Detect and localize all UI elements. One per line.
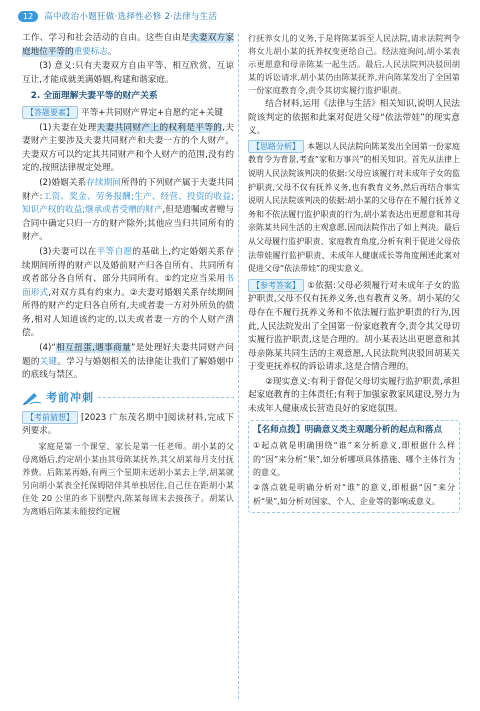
teacher-tip-1: ①起点就是明确围绕“谁”来分析意义,即根据什么样的“因”来分析“果”,如分析哪项具体措施、哪个主体行为的意义。: [253, 441, 455, 478]
paragraph-point-2: (2)婚姻关系存续期间所得的下列财产属于夫妻共同财产:工资、奖金、劳务报酬;生产、经营、投资的收益;知识产权的收益;继承或者受赠的财产,但是遗嘱或者赠与合同中确定只归一方的财产除外;其他应当归共同所有的财产。: [22, 177, 235, 243]
paragraph-meaning: (3) 意义:只有夫妻双方自由平等、相互欣赏、互谅互让,才能成就美满婚姻,构建和谐家庭。: [22, 61, 234, 85]
exam-guess-tag: 【考前猜想】: [22, 411, 78, 424]
teacher-tip-2: ②落点就是明确分析对“谁”的意义,即根据“因”来分析“果”,如分析对国家、个人、企业等的影响或意义。: [253, 483, 455, 506]
paragraph-point-4: (4)“相互扭蛋,遇事商量”是处理好夫妻共同财产问题的关键。学习与婚姻相关的法律能让我们了解婚姻中的底线与禁区。: [22, 343, 235, 381]
paragraph-point-1: (1)夫妻在处理夫妻共同财产上的权利是平等的,夫妻财产主要涉及夫妻共同财产和夫妻一方的个人财产。夫妻双方可以约定其共同财产和个人财产的范围,没有约定的,按照法律规定处理。: [22, 122, 234, 174]
section-heading-property: 2. 全面理解夫妻平等的财产关系: [30, 91, 158, 102]
page-number: 12: [18, 11, 38, 22]
exam-question-intro: 【考前猜想】 [2023 广东茂名期中]阅读材料,完成下列要求。: [22, 412, 234, 437]
banner-line: [98, 397, 234, 398]
reference-answer: 【参考答案】 ①依据:父母必须履行对未成年子女的监护职责,父母不仅有抚养义务,也有教育义务。胡小某的父母存在不履行抚养义务和不依法履行监护职责的行为,因此,人民法院发出了全国第一份家庭教育令,责令其父母切实履行监护职责,这是合理的。胡小某表达出更愿意和其母亲陈某共同生活的主观意愿,人民法院判决驳回胡某关于变更抚养权的诉讼请求,这是合情合理的。: [248, 280, 460, 373]
page-header: [18, 8, 217, 24]
idea-analysis-tag: 【思路分析】: [248, 140, 304, 153]
book-title: 高中政治小题狂做·选择性必修 2·法律与生活: [44, 12, 218, 22]
reference-answer-2: ②现实意义:有利于督促父母切实履行监护职责,承担起家庭教育的主体责任;有利于加强家教家风建设,努力为未成年人健康成长营造良好的家庭氛围。: [248, 376, 460, 415]
material-text-2: 行抚养女儿的义务,于是将陈某诉至人民法院,请求法院判令将女儿胡小某的抚养权变更给自己。经法庭询问,胡小某表示更愿意和母亲陈某一起生活。最后,人民法院判决驳回胡某的诉讼请求,胡小某仍由陈某抚养,并向陈某发出了全国第一份家庭教育令,责令其切实履行监护职责。: [248, 33, 460, 95]
right-column: [248, 32, 460, 513]
idea-analysis: 【思路分析】 本题以人民法院向陈某发出全国第一份家庭教育令为背景,考查“家和万事兴”的相关知识。首先从法律上说明人民法院该判决的依据:父母应该履行对未成年子女的监护职责,父母不仅有抚养义务,也有教育义务,然后再结合事实说明人民法院该判决的依据:胡小某的父母存在不履行抚养义务和不依法履行监护职责的行为,胡小某表达出更愿意和其母亲陈某共同生活的主观意愿,因而法院作出了如上判决。最后从父母履行监护职责、家庭教育角度,分析有利于促进父母依法带娃履行监护职责、未成年人健康成长等角度阐述此案对促进父母“依法带娃”的现实意义。: [248, 141, 461, 274]
answer-elements-tag: 【答题要素】: [22, 106, 78, 119]
answer-elements: 【答题要素】 平等+共同财产界定+自愿约定+关键: [22, 106, 234, 121]
teacher-tip-title: 【名师点拨】明确意义类主观题分析的起点和落点: [253, 424, 443, 435]
material-text-1: 家庭是第一个课堂、家长是第一任老师。胡小某的父母离婚后,约定胡小某由其母陈某抚养,其父胡某每月支付抚养费。后陈某再婚,有两三个星期未送胡小某去上学,胡某就另向胡小某表全托保姆陪伴其单独居住,自己住在距胡小某住处 20 公里的乡下别墅内,陈某每周末去接孩子。胡某认为离婚后陈某未能按约定履: [22, 441, 234, 517]
pen-icon: [22, 391, 42, 405]
question-text: 结合材料,运用《法律与生活》相关知识,说明人民法院该判定的依据和此案对促进父母“依法带娃”的现实意义。: [248, 99, 460, 137]
teacher-tip-box: [248, 420, 460, 514]
paragraph-freedom: 工作、学习和社会活动的自由。这些自由是夫妻双方家庭地位平等的重要标志。: [22, 33, 234, 57]
left-column: [22, 32, 234, 519]
reference-answer-tag: 【参考答案】: [248, 279, 304, 292]
exam-section-label: 考前冲刺: [46, 391, 94, 405]
exam-section-banner: [22, 391, 234, 405]
column-divider: [238, 34, 239, 699]
paragraph-point-3: (3)夫妻可以在平等自愿的基础上,约定婚姻关系存续期间所得的财产以及婚前财产归各自所有、共同所有或者部分各自所有、部分共同所有。①约定应当采用书面形式,对双方具有约束力。②夫妻对婚姻关系存续期间所得的财产约定归各自所有,夫或者妻一方对外所负的债务,相对人知道该约定的,以夫或者妻一方的个人财产清偿。: [22, 246, 234, 339]
